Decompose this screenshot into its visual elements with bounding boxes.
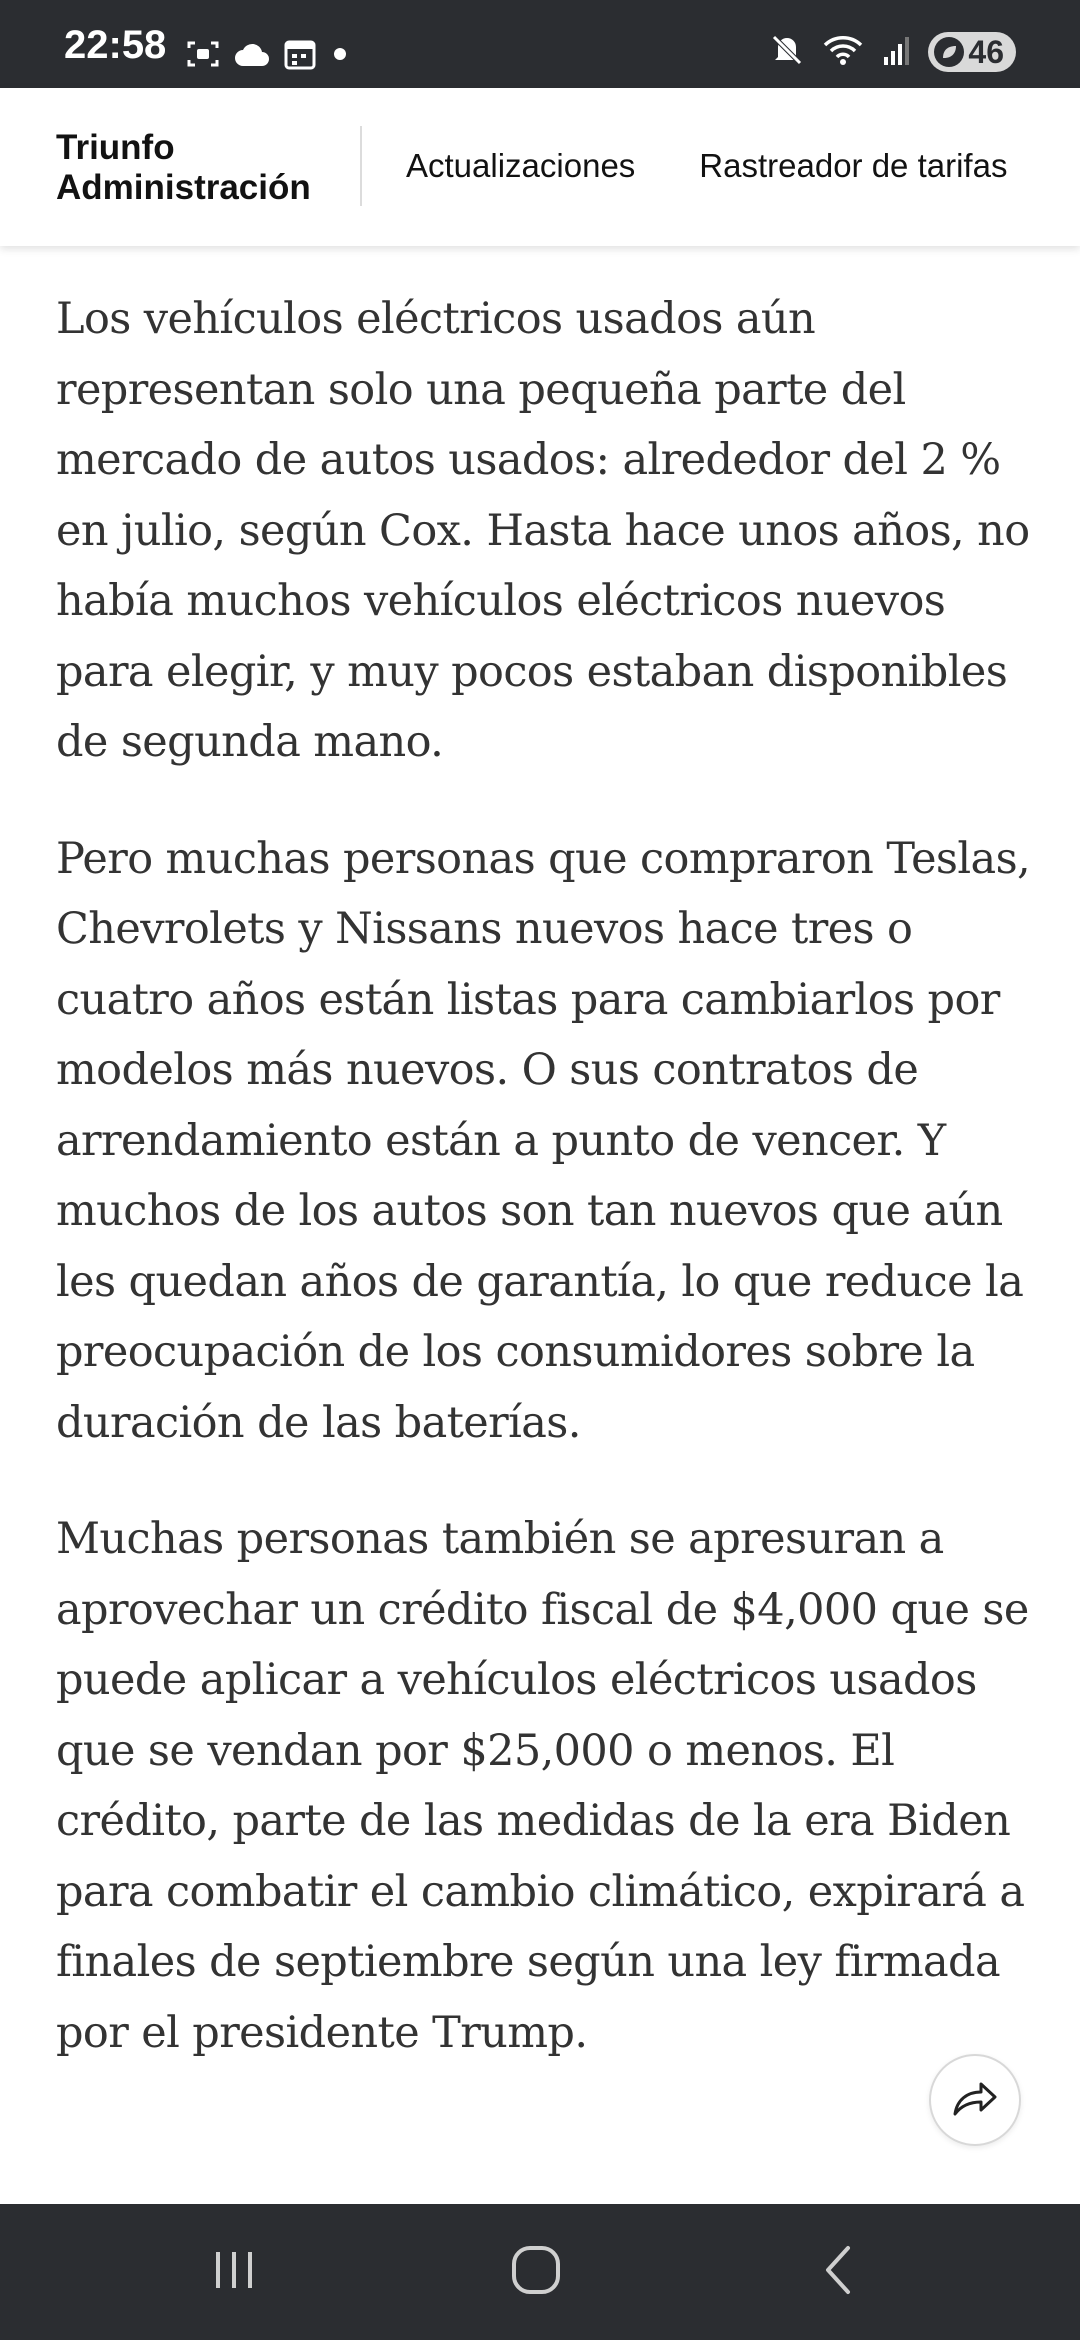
signal-icon — [882, 35, 910, 69]
back-button[interactable] — [808, 2242, 868, 2302]
nav-link-tariff-tracker[interactable]: Rastreador de tarifas — [699, 147, 1008, 184]
battery-indicator — [928, 32, 1016, 72]
status-time: 22:58 — [64, 23, 167, 67]
header-nav — [406, 144, 1007, 188]
home-button[interactable] — [506, 2242, 566, 2302]
recent-apps-button[interactable] — [204, 2242, 264, 2302]
status-right-icons — [770, 30, 1016, 74]
header-divider — [360, 126, 362, 206]
status-bar — [0, 0, 1080, 88]
share-arrow-icon — [951, 2078, 999, 2122]
section-title-link[interactable] — [56, 128, 311, 208]
recent-apps-icon — [212, 2248, 256, 2296]
nav-link-updates[interactable]: Actualizaciones — [406, 147, 636, 184]
screenshot-icon — [186, 38, 220, 74]
calendar-icon — [284, 38, 316, 74]
status-left-icons — [186, 36, 350, 76]
back-icon — [818, 2244, 858, 2300]
site-header — [0, 88, 1080, 246]
home-icon — [510, 2244, 562, 2300]
system-nav-bar — [0, 2204, 1080, 2340]
wifi-icon — [822, 33, 864, 71]
mute-icon — [770, 33, 804, 71]
article-paragraph: Pero muchas personas que compraron Teslas, Chevrolets y Nissans nuevos hace tres o cuatro años están listas para cambiarlos por modelos más nuevos. O sus contratos de arrendamiento están a punto de vencer. Y muchos de los autos son tan nuevos que aún les quedan años de garantía, lo que reduce la preocupación de los consumidores sobre la duración de las baterías. — [56, 833, 1031, 1448]
article-body — [56, 284, 1036, 2114]
battery-level: 46 — [968, 33, 1004, 70]
section-title-line1: Triunfo — [56, 128, 175, 167]
notification-dot-icon — [330, 44, 350, 68]
battery-saver-icon — [934, 37, 964, 67]
article-paragraph: Los vehículos eléctricos usados aún representan solo una pequeña parte del mercado de autos usados: alrededor del 2 % en julio, según Cox. Hasta hace unos años, no había muchos vehículos eléctricos nuevos para elegir, y muy pocos estaban disponibles de segunda mano. — [56, 294, 1030, 767]
section-title-line2: Administración — [56, 168, 311, 207]
share-button[interactable] — [929, 2054, 1021, 2146]
cloud-icon — [234, 41, 270, 71]
article-paragraph: Muchas personas también se apresuran a aprovechar un crédito fiscal de $4,000 que se puede aplicar a vehículos eléctricos usados que se vendan por $25,000 o menos. El crédito, parte de las medidas de la era Biden para combatir el cambio climático, expirará a finales de septiembre según una ley firmada por el presidente Trump. — [56, 1514, 1029, 2058]
